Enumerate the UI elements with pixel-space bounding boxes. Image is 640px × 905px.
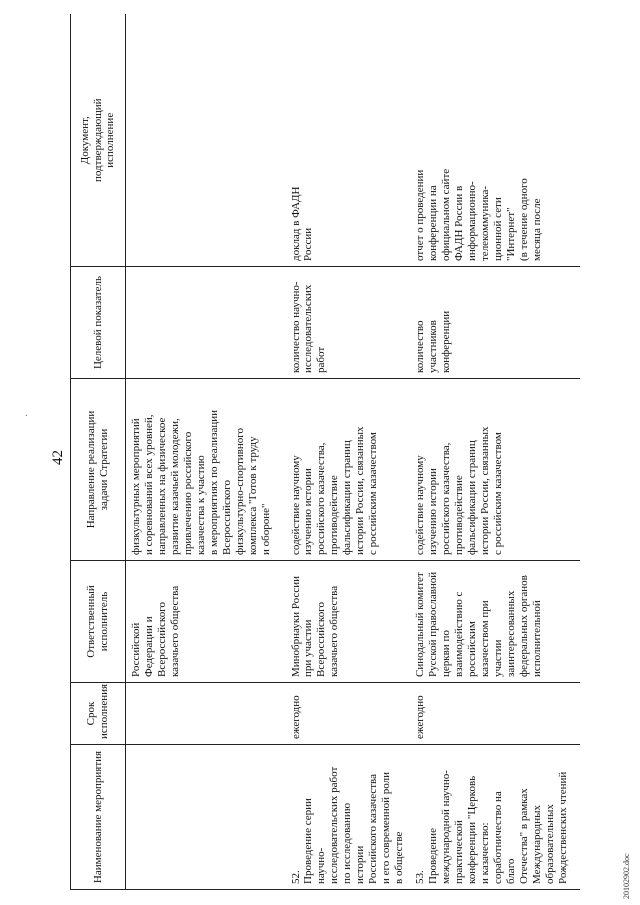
header-indicator: Целевой показатель [71, 267, 126, 379]
direction-cell: содействие научному изучению истории российского казачества, противодействие фальсификации страниц истории России, связанных с российским казачеством [410, 379, 580, 561]
name-cell [286, 745, 411, 890]
header-executor: Ответственный исполнитель [71, 561, 126, 683]
header-term: Срок исполнения [71, 683, 126, 745]
row-name: Проведение международной научно- практической конференции "Церковь и казачество: соработничество на благо Отечества" в рамках Международных образовательных Рождественских чтений [427, 770, 569, 884]
term-cell [126, 683, 286, 745]
page-number: 42 [50, 450, 66, 465]
row-number: 52. [289, 870, 302, 884]
measures-table [70, 15, 580, 891]
header-direction: Направление реализации задачи Стратегии [71, 379, 126, 561]
row-number: 53. [414, 870, 427, 884]
executor-cell: Российской Федерации и Всероссийского казачьего общества [126, 561, 286, 683]
document-cell [126, 15, 286, 267]
document-cell: отчет о проведении конференции на официальном сайте ФАДН России в информационно- телекоммуника- ционной сети "Интернет" (в течение одного месяца после [410, 15, 580, 267]
header-document: Документ, подтверждающий исполнение [71, 15, 126, 267]
scan-mark: · [22, 413, 33, 417]
name-cell [126, 745, 286, 890]
table-row [410, 15, 580, 890]
header-name: Наименование мероприятия [71, 745, 126, 890]
executor-cell: Синодальный комитет Русской православной церкви по взаимодействию с российским казачеством при участии заинтересованных федеральных органов исполнительной [410, 561, 580, 683]
table-row [126, 15, 286, 890]
direction-cell: физкультурных мероприятий и соревнований всех уровней, направленных на физическое развитие казачьей молодежи, привлечению российского казачества к участию в мероприятиях по реализации Всероссийского физкультурно-спортивного комплекса "Готов к труду и обороне" [126, 379, 286, 561]
file-code: 20102902.doc [622, 853, 631, 899]
direction-cell: содействие научному изучению истории российского казачества, противодействие фальсификации страниц истории России, связанных с российским казачеством [286, 379, 411, 561]
table-header-row [71, 15, 126, 890]
name-cell [410, 745, 580, 890]
indicator-cell: количество научно- исследовательских работ [286, 267, 411, 379]
term-cell: ежегодно [410, 683, 580, 745]
executor-cell: Минобрнауки России при участии Всероссийского казачьего общества [286, 561, 411, 683]
indicator-cell: количество участников конференции [410, 267, 580, 379]
table-row [286, 15, 411, 890]
indicator-cell [126, 267, 286, 379]
row-name: Проведение серии научно- исследовательских работ по исследованию истории Российского казачества и его современной роли в обществе [302, 766, 406, 884]
term-cell: ежегодно [286, 683, 411, 745]
document-cell: доклад в ФАДН России [286, 15, 411, 267]
